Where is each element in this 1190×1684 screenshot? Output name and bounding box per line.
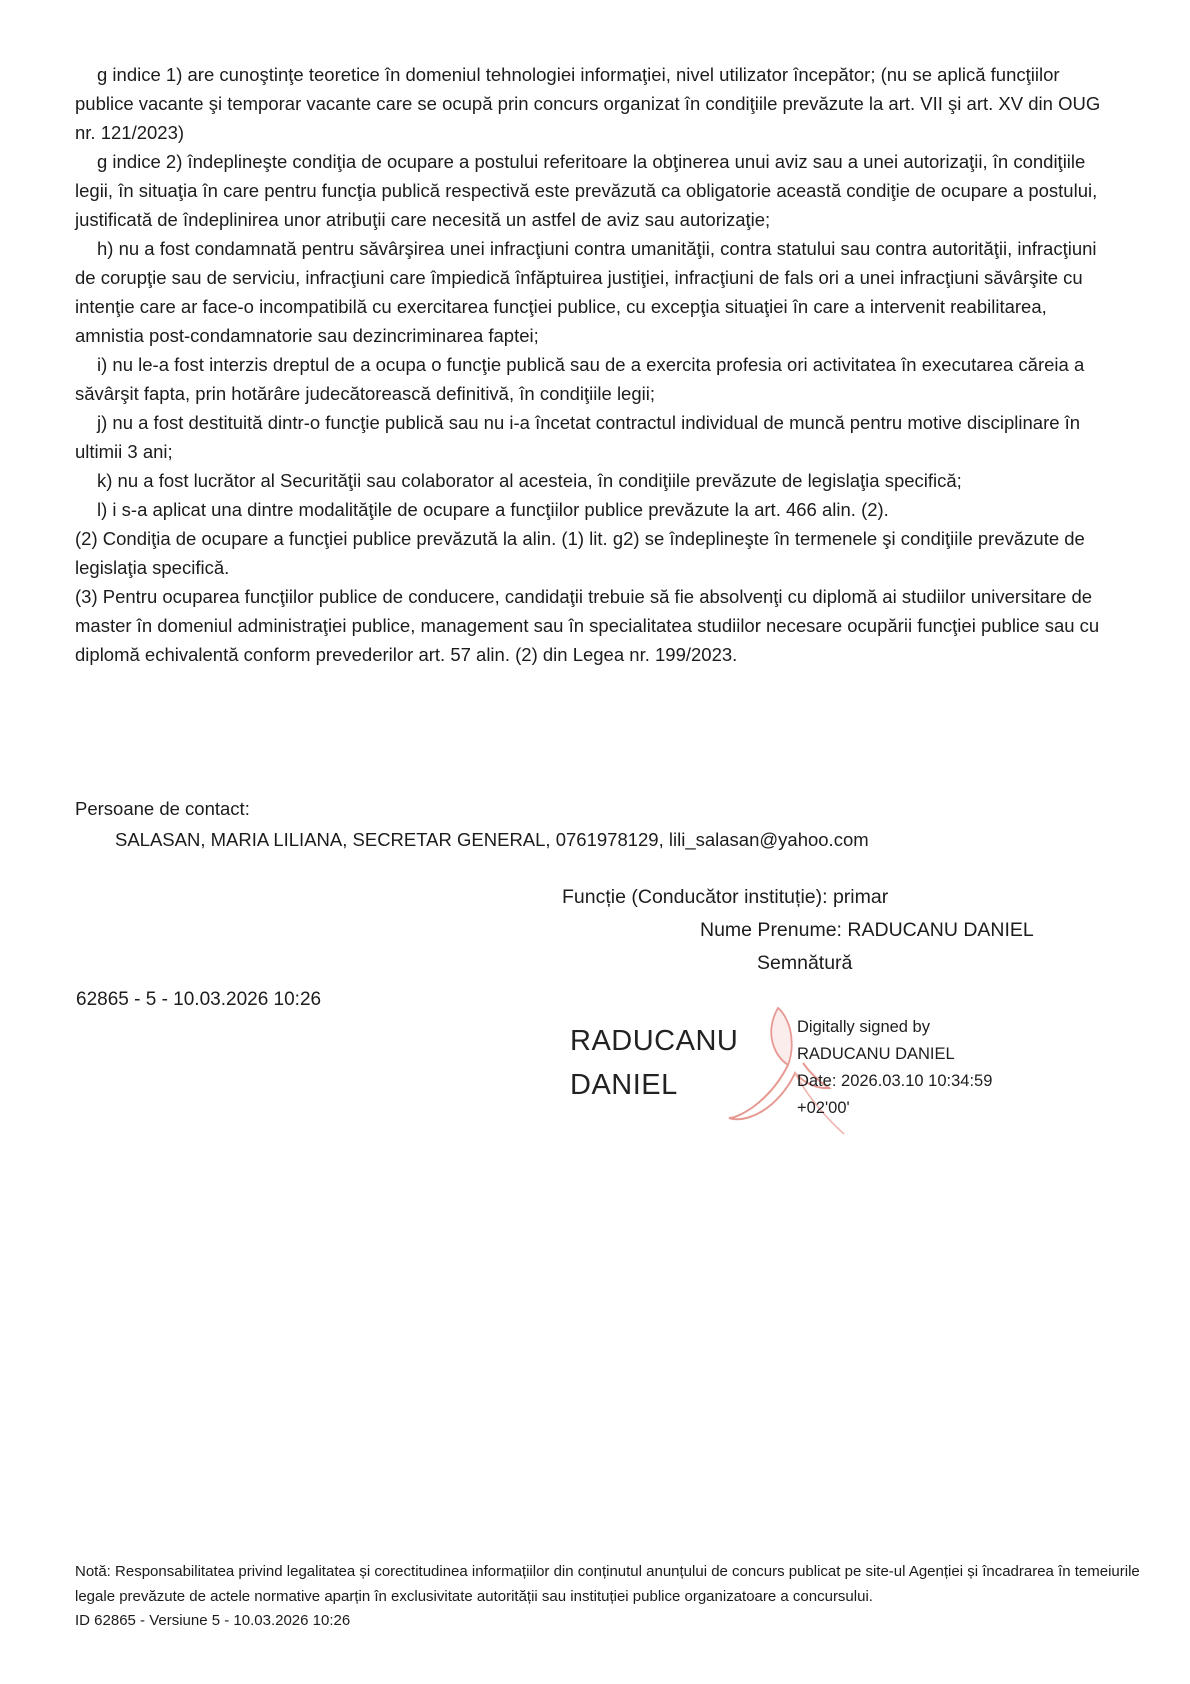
legal-paragraph-i: i) nu le-a fost interzis dreptul de a ocupa o funcţie publică sau de a exercita profesia ori activitatea în executarea căreia a săvârşit fapta, prin hotărâre judecătorească definitivă, în condiţiile legii; [75, 354, 1085, 404]
signer-name: RADUCANU DANIEL [570, 1025, 739, 1101]
legal-paragraph-alin3: (3) Pentru ocuparea funcţiilor publice de conducere, candidaţii trebuie să fie absolvenţi cu diplomă ai studiilor universitare de master în domeniul administraţiei publice, management sau în specialitatea studiilor necesare ocupării funcţiei publice sau cu diplomă echivalentă conform prevederilor art. 57 alin. (2) din Legea nr. 199/2023. [75, 586, 1100, 665]
contact-person: SALASAN, MARIA LILIANA, SECRETAR GENERAL, 0761978129, lili_salasan@yahoo.com [115, 829, 869, 850]
footer-id-line: ID 62865 - Versiune 5 - 10.03.2026 10:26 [75, 1612, 351, 1629]
digital-signed-date: Date: 2026.03.10 10:34:59 +02'00' [797, 1072, 993, 1117]
signature-label: Semnătură [757, 952, 853, 974]
legal-paragraph-k: k) nu a fost lucrător al Securităţii sau colaborator al acesteia, în condiţiile prevăzute de legislaţia specifică; [97, 470, 962, 491]
footer-note: Notă: Responsabilitatea privind legalitatea și corectitudinea informațiilor din conținutul anunțului de concurs publicat pe site-ul Agenției și încadrarea în temeiurile legale prevăzute de actele normative aparțin în exclusivitate autorității sau instituției publice organizatoare a concursului. [75, 1563, 1140, 1605]
document-reference: 62865 - 5 - 10.03.2026 10:26 [76, 989, 322, 1010]
legal-paragraph-alin2: (2) Condiţia de ocupare a funcţiei publice prevăzută la alin. (1) lit. g2) se îndeplineşte în termenele şi condiţiile prevăzute de legislaţia specifică. [75, 528, 1085, 578]
legal-paragraph-j: j) nu a fost destituită dintr-o funcţie publică sau nu i-a încetat contractul individual de muncă pentru motive disciplinare în ultimii 3 ani; [75, 412, 1081, 462]
legal-paragraph-g2: g indice 2) îndeplineşte condiţia de ocupare a postului referitoare la obţinerea unui aviz sau a unei autorizaţii, în condiţiile legii, în situaţia în care pentru funcţia publică respectivă este prevăzută ca obligatorie această condiţie de ocupare a postului, justificată de îndeplinirea unor atribuţii care necesită un astfel de aviz sau autorizaţie; [75, 151, 1098, 230]
function-line: Funcție (Conducător instituție): primar [562, 886, 889, 908]
digital-signature-text [797, 1014, 1005, 1122]
legal-paragraph-l: l) i s-a aplicat una dintre modalităţile de ocupare a funcţiilor publice prevăzute la art. 466 alin. (2). [97, 499, 889, 520]
legal-paragraph-g1: g indice 1) are cunoştinţe teoretice în domeniul tehnologiei informaţiei, nivel utilizator începător; (nu se aplică funcţiilor publice vacante şi temporar vacante care se ocupă prin concurs organizat în condiţiile prevăzute la art. VII şi art. XV din OUG nr. 121/2023) [75, 64, 1101, 143]
footer [75, 1560, 1145, 1634]
digital-signed-by: Digitally signed by RADUCANU DANIEL [797, 1018, 955, 1063]
name-surname-line: Nume Prenume: RADUCANU DANIEL [700, 919, 1034, 941]
legal-text-block [75, 60, 1118, 669]
legal-paragraph-h: h) nu a fost condamnată pentru săvârşirea unei infracţiuni contra umanităţii, contra statului sau contra autorităţii, infracţiuni de corupţie sau de serviciu, infracţiuni care împiedică înfăptuirea justiţiei, infracţiuni de fals ori a unei infracţiuni săvârşite cu intenţie care ar face-o incompatibilă cu exercitarea funcţiei publice, cu excepţia situaţiei în care a intervenit reabilitarea, amnistia post-condamnatorie sau dezincriminarea faptei; [75, 238, 1097, 346]
contact-label: Persoane de contact: [75, 798, 250, 819]
contact-section [75, 794, 1118, 854]
